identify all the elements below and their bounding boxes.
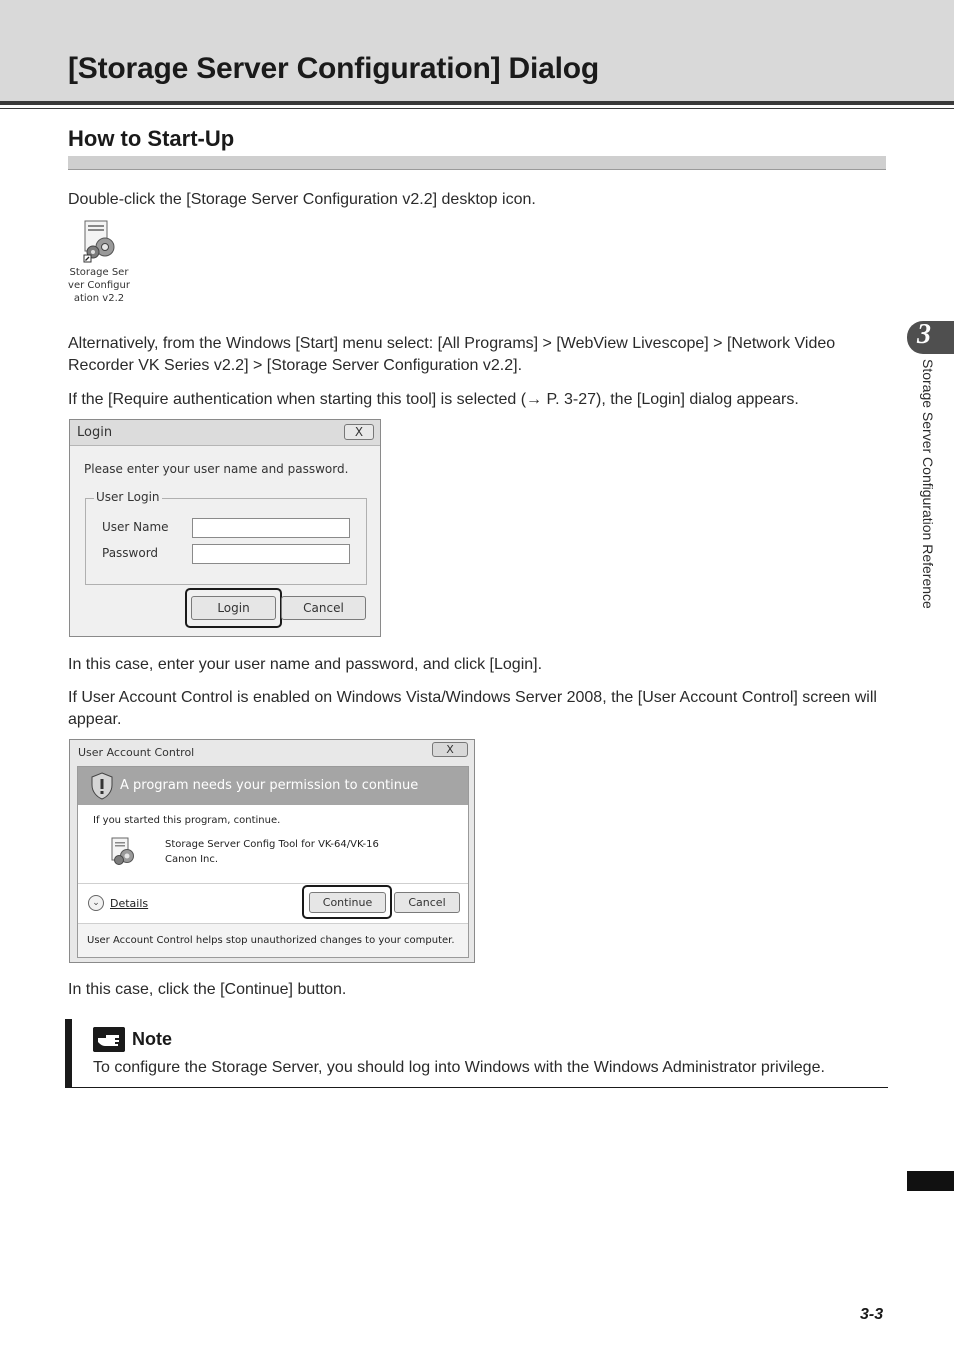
paragraph-double-click: Double-click the [Storage Server Configuration v2.2] desktop icon. — [68, 191, 536, 208]
user-login-group-label: User Login — [96, 490, 160, 504]
login-prompt: Please enter your user name and password. — [84, 462, 349, 476]
paragraph-start-menu: Alternatively, from the Windows [Start] menu select: [All Programs] > [WebView Livescope] > [Network Video Recorder VK Series v2.2] > [Storage Server Configuration v2.2]. — [68, 335, 836, 374]
note-bar — [65, 1019, 72, 1088]
uac-publisher: Canon Inc. — [165, 854, 219, 865]
continue-button[interactable]: Continue — [309, 892, 386, 913]
user-login-group — [85, 490, 367, 585]
desktop-icon-label: Storage Server Configuration v2.2 — [68, 267, 130, 304]
paragraph-click-continue: In this case, click the [Continue] button. — [68, 981, 347, 998]
page-title: [Storage Server Configuration] Dialog — [68, 52, 599, 85]
chapter-number: 3 — [917, 319, 931, 350]
application-icon — [108, 837, 138, 867]
login-dialog — [69, 419, 381, 637]
user-name-label: User Name — [102, 520, 169, 534]
uac-banner-text: A program needs your permission to continue — [120, 778, 419, 793]
uac-banner — [78, 767, 468, 805]
pointing-hand-icon — [93, 1027, 125, 1052]
uac-started-text: If you started this program, continue. — [93, 815, 281, 826]
shield-icon — [90, 772, 114, 800]
password-label: Password — [102, 546, 159, 560]
chapter-side-label: Storage Server Configuration Reference — [920, 359, 936, 609]
note-rule — [65, 1087, 888, 1088]
section-title: How to Start-Up — [68, 126, 235, 151]
note-text: To configure the Storage Server, you should log into Windows with the Windows Administrator privilege. — [93, 1059, 825, 1076]
note-title: Note — [132, 1029, 172, 1049]
close-icon[interactable]: X — [344, 424, 374, 440]
paragraph-uac: If User Account Control is enabled on Windows Vista/Windows Server 2008, the [User Account Control] screen will appear. — [68, 689, 877, 728]
uac-program-name: Storage Server Config Tool for VK-64/VK-16 — [165, 839, 379, 850]
uac-footer-text: User Account Control helps stop unauthorized changes to your computer. — [87, 935, 455, 946]
paragraph-authentication: If the [Require authentication when starting this tool] is selected (→ P. 3-27), the [Login] dialog appears. — [68, 391, 799, 408]
header-rule — [0, 101, 954, 105]
side-marker — [907, 1171, 954, 1191]
uac-cancel-button[interactable]: Cancel — [394, 892, 460, 913]
uac-content — [77, 766, 469, 958]
login-button[interactable]: Login — [191, 596, 276, 620]
paragraph-enter-credentials: In this case, enter your user name and password, and click [Login]. — [68, 656, 543, 673]
uac-separator — [78, 883, 468, 884]
uac-dialog — [69, 739, 475, 963]
close-icon[interactable]: X — [432, 742, 468, 757]
storage-server-config-icon — [76, 218, 122, 264]
desktop-shortcut-icon[interactable] — [68, 218, 130, 305]
login-titlebar — [70, 420, 380, 446]
uac-dialog-title: User Account Control — [78, 746, 195, 759]
chevron-down-icon[interactable]: ⌄ — [88, 895, 104, 911]
page-number: 3-3 — [860, 1306, 884, 1323]
user-name-input[interactable] — [192, 518, 350, 538]
login-dialog-title: Login — [77, 425, 113, 440]
header-rule-thin — [0, 108, 954, 109]
cancel-button[interactable]: Cancel — [281, 596, 366, 620]
section-rule — [68, 156, 886, 170]
uac-details-link[interactable]: Details — [110, 897, 149, 910]
password-input[interactable] — [192, 544, 350, 564]
